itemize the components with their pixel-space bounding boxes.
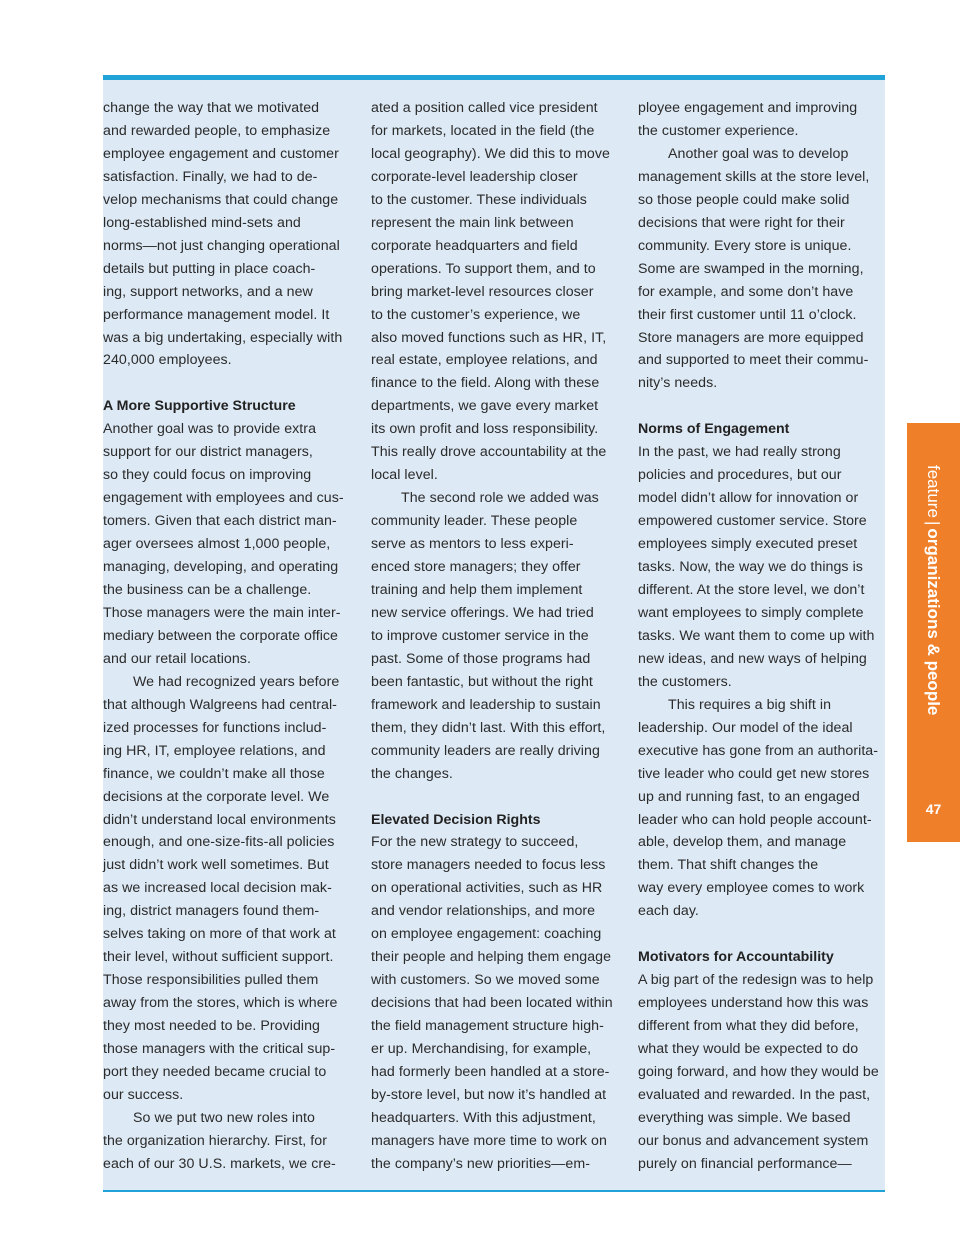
body-text-line: on operational activities, such as HR [371,880,603,897]
body-text-line: tasks. Now, the way we do things is [638,559,863,576]
body-text-line: So we put two new roles into [133,1109,315,1126]
body-text-line: ized processes for functions includ- [103,719,327,736]
body-text-line: each of our 30 U.S. markets, we cre- [103,1155,336,1172]
body-text-line: er up. Merchandising, for example, [371,1041,592,1058]
body-text-line: real estate, employee relations, and [371,352,598,369]
body-text-line: as we increased local decision mak- [103,880,332,897]
body-text-line: those managers with the critical sup- [103,1041,336,1058]
body-text-line: purely on financial performance— [638,1155,852,1172]
section-name: organizations & people [924,528,943,716]
body-text-line: store managers needed to focus less [371,857,606,874]
body-text-line: This really drove accountability at the [371,444,607,461]
body-text-line: port they needed became crucial to [103,1064,327,1081]
body-text-line: the customers. [638,673,732,690]
body-text-line: with customers. So we moved some [371,972,600,989]
body-text-line: community. Every store is unique. [638,237,852,254]
body-text-line: able, develop them, and manage [638,834,847,851]
body-text-line: Those responsibilities pulled them [103,972,319,989]
body-text-line: executive has gone from an authorita- [638,742,879,759]
body-text-line: their level, without sufficient support. [103,949,334,966]
body-text-line: its own profit and loss responsibility. [371,421,599,438]
body-text-line: engagement with employees and cus- [103,490,344,507]
body-text-line: performance management model. It [103,306,330,323]
body-text-line: just didn’t work well sometimes. But [103,857,329,874]
section-heading: Motivators for Accountability [638,949,834,966]
body-text-line: our success. [103,1086,184,1103]
body-text-line: ing HR, IT, employee relations, and [103,742,326,759]
body-text-line: tive leader who could get new stores [638,765,870,782]
body-text-line: tasks. We want them to come up with [638,627,875,644]
body-text-line: the changes. [371,765,453,782]
body-text-line: and rewarded people, to emphasize [103,122,331,139]
body-text-line: enced store managers; they offer [371,559,581,576]
body-text-line: bring market-level resources closer [371,283,594,300]
body-text-line: they most needed to be. Providing [103,1018,320,1035]
body-text-line: evaluated and rewarded. In the past, [638,1086,871,1103]
body-text-line: what they would be expected to do [638,1041,859,1058]
body-text-line: Another goal was to provide extra [103,421,317,438]
body-text-line: different from what they did before, [638,1018,859,1035]
body-text-line: to the customer. These individuals [371,191,587,208]
body-text-line: the company’s new priorities—em- [371,1155,590,1172]
body-text-line: support for our district managers, [103,444,313,461]
body-text-line: way every employee comes to work [638,880,865,897]
body-text-line: for markets, located in the field (the [371,122,595,139]
body-text-line: nity’s needs. [638,375,718,392]
body-text-line: employees understand how this was [638,995,869,1012]
body-text-line: and vendor relationships, and more [371,903,596,920]
body-text-line: community leaders are really driving [371,742,600,759]
body-text-line: 240,000 employees. [103,352,232,369]
body-text-line: them, they didn’t last. With this effort, [371,719,606,736]
body-text-line: operations. To support them, and to [371,260,596,277]
body-text-line: policies and procedures, but our [638,467,842,484]
body-text-line: was a big undertaking, especially with [103,329,343,346]
body-text-line: everything was simple. We based [638,1109,851,1126]
body-text-line: framework and leadership to sustain [371,696,601,713]
body-text-line: them. That shift changes the [638,857,819,874]
body-text-line: going forward, and how they would be [638,1064,879,1080]
body-text-line: new ideas, and new ways of helping [638,650,867,667]
body-text-line: up and running fast, to an engaged [638,788,860,805]
body-text-line: Those managers were the main inter- [103,604,341,621]
body-text-line: selves taking on more of that work at [103,926,336,943]
body-text-line: their first customer until 11 o’clock. [638,306,857,323]
body-text-line: local geography). We did this to move [371,145,610,162]
body-text-line: for example, and some don’t have [638,283,854,300]
body-text-line: the field management structure high- [371,1018,604,1035]
article-column-3 [638,97,888,1176]
body-text-line: departments, we gave every market [371,398,599,415]
section-heading: A More Supportive Structure [103,398,296,415]
body-text-line: and supported to meet their commu- [638,352,869,369]
body-text-line: This requires a big shift in [668,696,832,713]
body-text-line: so those people could make solid [638,191,850,208]
body-text-line: to improve customer service in the [371,627,589,644]
body-text-line: away from the stores, which is where [103,995,338,1012]
body-text-line: leader who can hold people account- [638,811,872,828]
body-text-line: Some are swamped in the morning, [638,260,864,277]
body-text-line: empowered customer service. Store [638,513,867,530]
body-text-line: ager oversees almost 1,000 people, [103,536,331,553]
body-text-line: local level. [371,467,438,484]
section-heading: Norms of Engagement [638,421,790,438]
body-text-line: change the way that we motivated [103,100,320,116]
body-text-line: been fantastic, but without the right [371,673,593,690]
body-text-line: the organization hierarchy. First, for [103,1132,328,1149]
body-text-line: decisions at the corporate level. We [103,788,330,805]
body-text-line: satisfaction. Finally, we had to de- [103,168,318,185]
article-column-2 [371,97,621,1176]
body-text-line: decisions that had been located within [371,995,613,1012]
body-text-line: had formerly been handled at a store- [371,1064,610,1081]
body-text-line: also moved functions such as HR, IT, [371,329,607,346]
body-text-line: by-store level, but now it’s handled at [371,1086,607,1103]
body-text-line: their people and helping them engage [371,949,612,966]
body-text-line: long-established mind-sets and [103,214,301,231]
body-text-line: community leader. These people [371,513,578,530]
body-text-line: on employee engagement: coaching [371,926,602,943]
body-text-line: employee engagement and customer [103,145,339,162]
body-text-line: represent the main link between [371,214,574,231]
body-text-line: velop mechanisms that could change [103,191,339,208]
body-text-line: corporate-level leadership closer [371,168,578,185]
body-text-line: In the past, we had really strong [638,444,841,461]
body-text-line: new service offerings. We had tried [371,604,594,621]
section-heading: Elevated Decision Rights [371,811,541,828]
body-text-line: managers have more time to work on [371,1132,607,1149]
body-text-line: to the customer’s experience, we [371,306,581,323]
body-text-line: the customer experience. [638,122,799,139]
body-text-line: mediary between the corporate office [103,627,338,644]
article-column-1 [103,97,353,1176]
body-text-line: ated a position called vice president [371,100,598,116]
body-text-line: We had recognized years before [133,673,340,690]
body-text-line: enough, and one-size-fits-all policies [103,834,335,851]
body-text-line: different. At the store level, we don’t [638,582,865,598]
section-kicker: feature [924,465,943,518]
body-text-line: finance, we couldn’t make all those [103,765,325,782]
body-text-line: decisions that were right for their [638,214,845,231]
body-text-line: employees simply executed preset [638,536,858,553]
section-tab-label [923,465,943,715]
body-text-line: want employees to simply complete [638,604,864,621]
body-text-line: managing, developing, and operating [103,559,339,576]
body-text-line: Store managers are more equipped [638,329,864,346]
body-text-line: Another goal was to develop [668,145,849,162]
body-text-line: serve as mentors to less experi- [371,536,574,553]
page-number: 47 [925,801,942,817]
body-text-line: that although Walgreens had central- [103,696,337,713]
body-text-line: so they could focus on improving [103,467,312,484]
body-text-line: each day. [638,903,699,920]
body-text-line: details but putting in place coach- [103,260,316,277]
body-text-line: our bonus and advancement system [638,1132,869,1149]
body-text-line: training and help them implement [371,582,583,599]
body-text-line: tomers. Given that each district man- [103,513,337,530]
body-text-line: the business can be a challenge. [103,582,312,598]
body-text-line: ing, district managers found them- [103,903,320,920]
body-text-line: model didn’t allow for innovation or [638,490,859,507]
body-text-line: norms—not just changing operational [103,237,340,254]
body-text-line: ployee engagement and improving [638,100,858,116]
body-text-line: A big part of the redesign was to help [638,972,874,989]
body-text-line: headquarters. With this adjustment, [371,1109,596,1126]
section-separator: | [924,520,943,526]
body-text-line: ing, support networks, and a new [103,283,313,300]
body-text-line: corporate headquarters and field [371,237,578,254]
body-text-line: management skills at the store level, [638,168,870,185]
body-text-line: leadership. Our model of the ideal [638,719,853,736]
body-text-line: finance to the field. Along with these [371,375,600,392]
body-text-line: and our retail locations. [103,650,251,667]
body-text-line: For the new strategy to succeed, [371,834,579,851]
body-text-line: past. Some of those programs had [371,650,591,667]
body-text-line: didn’t understand local environments [103,811,336,828]
body-text-line: The second role we added was [401,490,599,507]
